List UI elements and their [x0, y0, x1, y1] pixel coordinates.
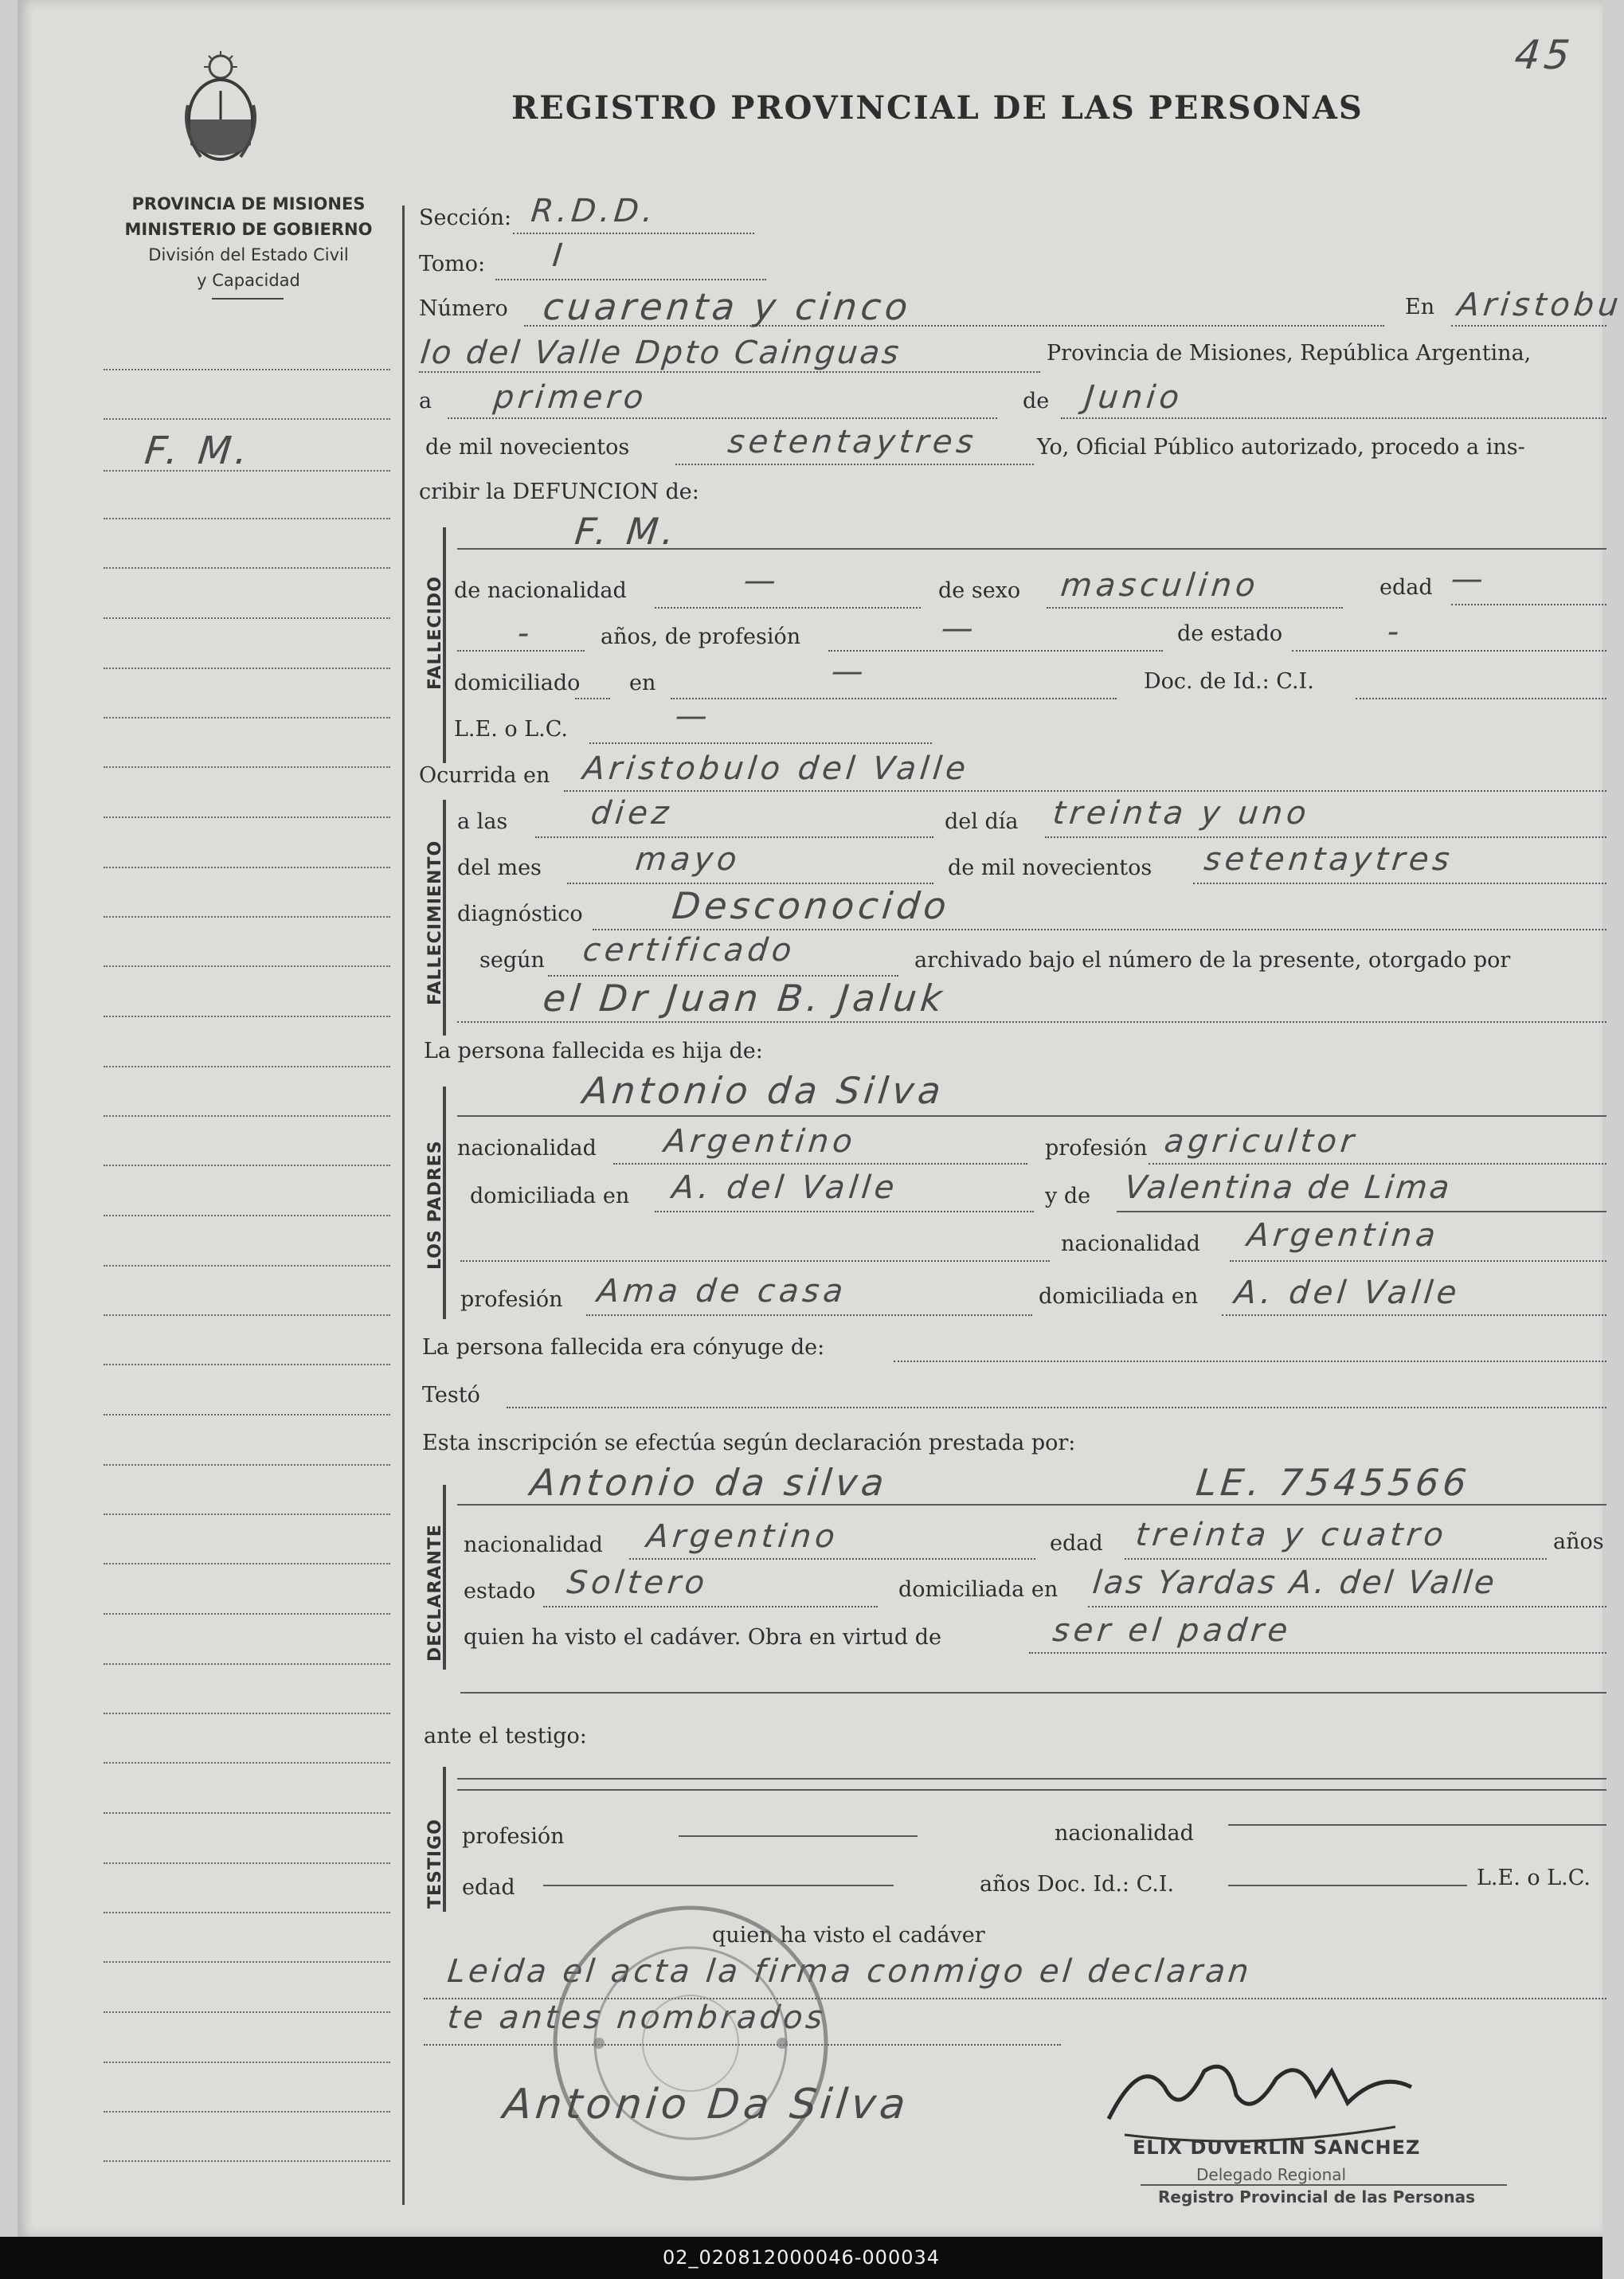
domicilio-line	[671, 698, 1117, 699]
declarante-domiciliada-label: domiciliada en	[898, 1577, 1059, 1602]
padre-profesion-label: profesión	[1045, 1136, 1148, 1161]
testigo-le-lc-label: L.E. o L.C.	[1477, 1866, 1591, 1890]
estado-line	[1292, 650, 1606, 652]
inscribir-label: cribir la DEFUNCION de:	[419, 480, 699, 504]
le-lc-value: —	[673, 698, 714, 734]
madre-profesion: Ama de casa	[595, 1273, 849, 1310]
padre-profesion: agricultor	[1162, 1123, 1360, 1160]
lugar-value-b: lo del Valle Dpto Cainguas	[418, 335, 903, 371]
sidebar-divider	[402, 206, 405, 2205]
declarante-nacionalidad-label: nacionalidad	[464, 1533, 603, 1557]
anos-doc-label: años Doc. Id.: C.I.	[980, 1872, 1175, 1897]
sexo-line	[1047, 607, 1343, 609]
seccion-line	[513, 233, 754, 234]
declarante-extra-line	[460, 1692, 1606, 1694]
domiciliado-label: domiciliado	[454, 671, 581, 695]
sexo-label: de sexo	[938, 578, 1021, 603]
declarante-edad-line	[1125, 1558, 1547, 1560]
padre-nacionalidad: Argentino	[662, 1123, 859, 1160]
provincia-label: Provincia de Misiones, República Argentina,	[1047, 341, 1532, 366]
conyuge-label: La persona fallecida era cónyuge de:	[422, 1335, 825, 1360]
madre-profesion-label: profesión	[460, 1287, 563, 1312]
mes-line	[1061, 417, 1606, 419]
testigo-profesion-label: profesión	[462, 1824, 565, 1849]
declarante-name-line	[457, 1504, 1606, 1506]
declarante-nacionalidad-line	[629, 1558, 1035, 1560]
padre-nacionalidad-line	[613, 1163, 1027, 1165]
ocurrida-label: Ocurrida en	[419, 763, 550, 788]
official-seal-icon	[543, 1896, 838, 2191]
anos-d-label: años	[1553, 1529, 1604, 1554]
testigo-edad-label: edad	[462, 1875, 515, 1900]
anio-line	[675, 464, 1034, 465]
profesion-value: —	[939, 610, 980, 647]
segun-label: según	[479, 948, 545, 973]
otorgado-line	[457, 1021, 1606, 1023]
testigo-nacionalidad-label: nacionalidad	[1055, 1821, 1194, 1846]
anio-fallecimiento-value: setentaytres	[1202, 841, 1455, 878]
padre-domicilio-line	[655, 1211, 1034, 1212]
madre-nombre: Valentina de Lima	[1122, 1169, 1454, 1206]
padre-domicilio: A. del Valle	[670, 1169, 900, 1206]
domicilio-value: —	[829, 653, 870, 690]
nacionalidad-label: de nacionalidad	[454, 578, 627, 603]
domiciliado-line	[575, 698, 610, 699]
madre-nacionalidad-label: nacionalidad	[1061, 1232, 1200, 1256]
testo-label: Testó	[422, 1383, 480, 1408]
sidebar-rule	[212, 298, 284, 300]
tab-fallecimiento: FALLECIMIENTO	[425, 840, 445, 1005]
diagnostico-label: diagnóstico	[457, 902, 583, 926]
declarante-virtud: ser el padre	[1051, 1612, 1293, 1649]
sidebar-province: PROVINCIA DE MISIONES	[131, 194, 366, 213]
declarante-doc: LE. 7545566	[1194, 1461, 1473, 1504]
le-lc-line	[589, 742, 932, 744]
declarante-edad-label: edad	[1050, 1531, 1103, 1556]
quien-visto-t-label: quien ha visto el cadáver	[712, 1923, 985, 1948]
hora-line	[535, 836, 933, 838]
hora-value: diez	[589, 795, 675, 832]
hija-de-label: La persona fallecida es hija de:	[424, 1039, 763, 1063]
ocurrida-line	[564, 790, 1606, 792]
estado-label: de estado	[1177, 621, 1283, 646]
padre-nombre: Antonio da Silva	[581, 1069, 947, 1112]
edad-value: —	[1449, 561, 1489, 597]
padre-domiciliada-label: domiciliada en	[470, 1184, 630, 1208]
anos-profesion-label: años, de profesión	[601, 625, 801, 649]
official-signature-icon	[1093, 2039, 1427, 2151]
de-mil2-label: de mil novecientos	[948, 856, 1152, 880]
tab-declarante: DECLARANTE	[425, 1524, 445, 1662]
madre-nacionalidad-line	[1230, 1260, 1606, 1262]
form-title: REGISTRO PROVINCIAL DE LAS PERSONAS	[511, 89, 1364, 127]
nacionalidad-line	[655, 607, 921, 609]
declarante-estado-label: estado	[464, 1579, 536, 1604]
conyuge-line	[894, 1361, 1606, 1362]
declaracion-label: Esta inscripción se efectúa según declaración prestada por:	[422, 1431, 1076, 1455]
testigo-name-line	[457, 1778, 1606, 1780]
document-page	[18, 0, 1624, 2237]
numero-value: cuarenta y cinco	[541, 285, 914, 328]
testigo-nacionalidad-line	[1228, 1824, 1606, 1826]
testigo-edad-line	[543, 1885, 894, 1886]
edad-label: edad	[1379, 575, 1433, 600]
fallecido-nombre: F. M.	[573, 510, 680, 553]
ocurrida-value: Aristobulo del Valle	[581, 750, 972, 787]
a-las-label: a las	[457, 809, 508, 834]
padre-nacionalidad-label: nacionalidad	[457, 1136, 597, 1161]
dia-value: primero	[491, 379, 649, 416]
profesion-line	[828, 650, 1163, 652]
virtud-line	[1029, 1652, 1606, 1654]
doc-id-line	[1356, 698, 1606, 699]
cierre-texto-1: Leida el acta la firma conmigo el declaran	[445, 1953, 1254, 1990]
y-de-label: y de	[1045, 1184, 1091, 1208]
edad-line	[1451, 604, 1606, 605]
tomo-label: Tomo:	[419, 252, 486, 276]
del-dia-line	[1045, 836, 1606, 838]
en-line	[1451, 325, 1606, 327]
madre-domicilio-line	[1222, 1314, 1606, 1316]
del-dia-value: treinta y uno	[1051, 795, 1313, 832]
mes-value: Junio	[1082, 379, 1185, 416]
official-name: ELIX DUVERLIN SANCHEZ	[1133, 2136, 1421, 2159]
ante-testigo-label: ante el testigo:	[424, 1724, 587, 1748]
diagnostico-value: Desconocido	[670, 884, 953, 927]
declarante-nombre: Antonio da silva	[528, 1461, 890, 1504]
estado-value: -	[1385, 613, 1405, 650]
firma-declarante: Antonio Da Silva	[500, 2081, 912, 2128]
nacionalidad-value: —	[742, 562, 782, 599]
declarante-estado: Soltero	[565, 1564, 710, 1601]
padre-name-line	[457, 1115, 1606, 1117]
otorgado-value: el Dr Juan B. Jaluk	[541, 977, 949, 1020]
del-mes-label: del mes	[457, 856, 542, 880]
lugar-line	[419, 371, 1040, 373]
archivado-label: archivado bajo el número de la presente, otorgado por	[914, 948, 1511, 973]
del-mes-value: mayo	[633, 841, 743, 878]
tomo-line	[495, 279, 766, 280]
official-signature-line	[1141, 2184, 1507, 2186]
le-lc-label: L.E. o L.C.	[454, 717, 569, 742]
declarante-edad: treinta y cuatro	[1133, 1517, 1450, 1553]
sidebar-division: División del Estado Civil	[148, 245, 349, 264]
de-mil-label: de mil novecientos	[425, 435, 630, 460]
sidebar-ministry: MINISTERIO DE GOBIERNO	[124, 220, 373, 239]
diagnostico-line	[593, 929, 1606, 930]
testigo-profesion-stroke	[679, 1835, 918, 1837]
a-label: a	[419, 389, 432, 413]
en-label: En	[1405, 295, 1435, 319]
madre-domicilio: A. del Valle	[1232, 1275, 1462, 1311]
anos-value: -	[515, 615, 535, 652]
seccion-label: Sección:	[419, 206, 512, 230]
numero-label: Número	[419, 296, 508, 321]
sexo-value: masculino	[1059, 567, 1262, 604]
tab-testigo: TESTIGO	[425, 1819, 445, 1909]
page-number: 45	[1512, 32, 1576, 78]
official-role: Delegado Regional	[1196, 2165, 1347, 2184]
anio2-line	[1193, 883, 1606, 884]
lugar-value-a: Aristobu	[1455, 287, 1624, 323]
testigo-name-line-2	[457, 1789, 1606, 1791]
declarante-estado-line	[543, 1606, 878, 1607]
padres-extra-line	[460, 1260, 1050, 1262]
quien-visto-label: quien ha visto el cadáver. Obra en virtud de	[464, 1625, 942, 1650]
declarante-nacionalidad: Argentino	[644, 1518, 841, 1555]
de-label: de	[1023, 389, 1050, 413]
dia-line	[448, 417, 997, 419]
padre-profesion-line	[1149, 1163, 1606, 1165]
margin-note: F. M.	[143, 429, 254, 473]
image-caption: 02_020812000046-000034	[0, 2237, 1602, 2279]
madre-profesion-line	[586, 1314, 1032, 1316]
testigo-doc-line	[1228, 1885, 1467, 1886]
segun-value: certificado	[581, 932, 797, 969]
anio-value: setentaytres	[726, 424, 979, 460]
seccion-value: R.D.D.	[529, 193, 659, 229]
madre-nacionalidad: Argentina	[1245, 1217, 1442, 1254]
doc-id-label: Doc. de Id.: C.I.	[1144, 669, 1314, 694]
madre-name-line	[1117, 1211, 1606, 1212]
cierre-texto-2: te antes nombrados	[445, 1999, 828, 2036]
tomo-value: I	[550, 237, 569, 274]
del-dia-label: del día	[945, 809, 1019, 834]
sidebar-capacidad: y Capacidad	[197, 271, 300, 290]
coat-of-arms-icon	[177, 49, 264, 169]
tab-fallecido: FALLECIDO	[425, 576, 445, 690]
domiciliado-en-label: en	[629, 671, 656, 695]
tab-padres: LOS PADRES	[425, 1140, 445, 1270]
declarante-domicilio: las Yardas A. del Valle	[1090, 1564, 1499, 1601]
declarante-domicilio-line	[1088, 1606, 1606, 1607]
testo-line	[507, 1407, 1606, 1408]
official-registry: Registro Provincial de las Personas	[1158, 2187, 1476, 2207]
yo-label: Yo, Oficial Público autorizado, procedo a ins-	[1037, 435, 1525, 460]
madre-domiciliada-label: domiciliada en	[1039, 1284, 1199, 1309]
